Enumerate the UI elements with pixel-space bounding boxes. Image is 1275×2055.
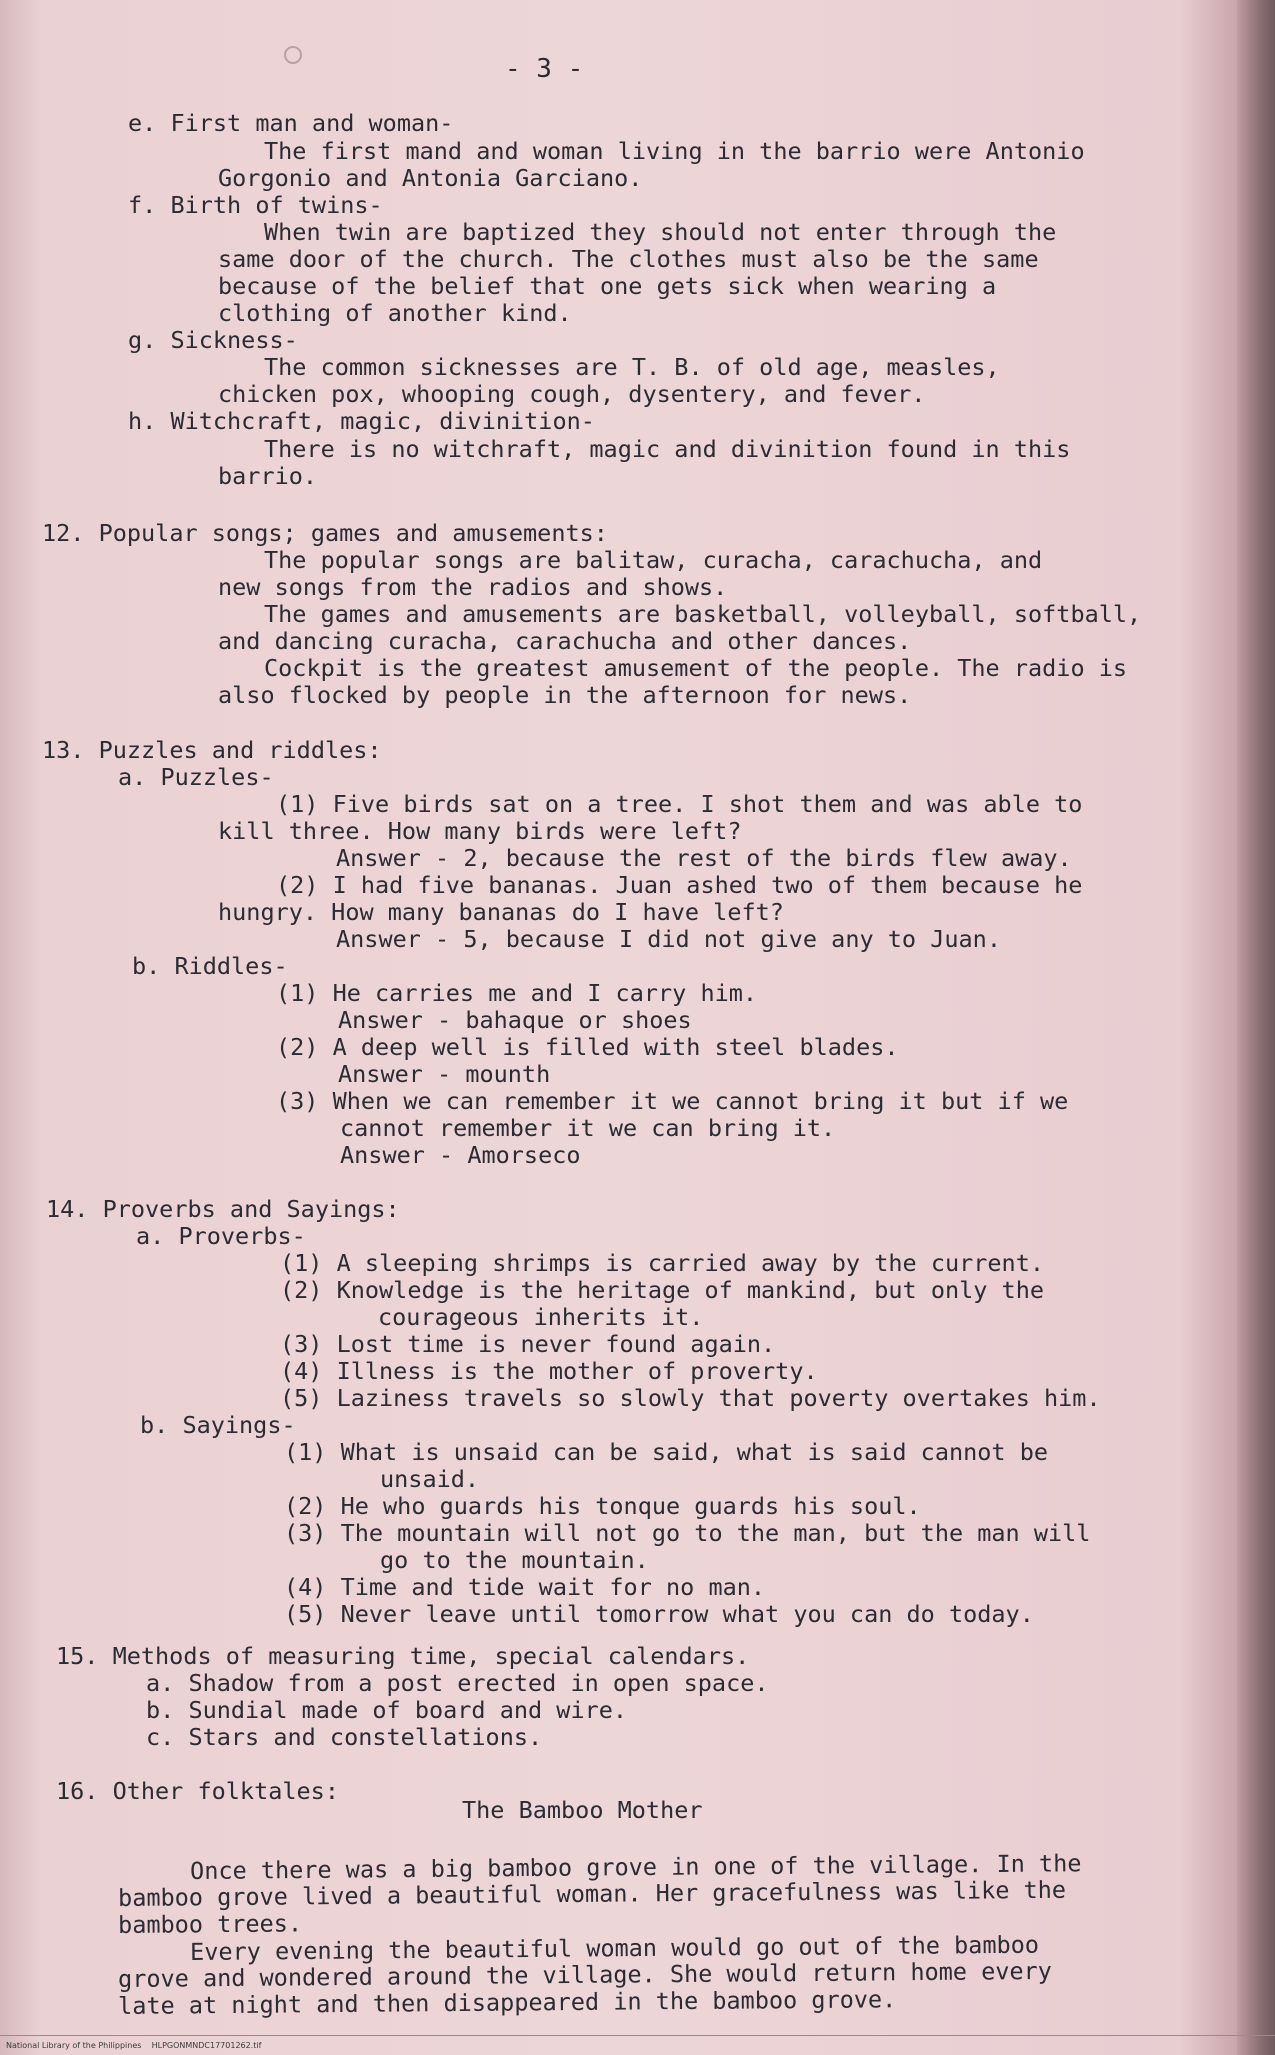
text-line: Cockpit is the greatest amusement of the people. The radio is — [264, 654, 1128, 682]
section-heading: 12. Popular songs; games and amusements: — [42, 519, 608, 547]
text-line: a. Proverbs- — [136, 1222, 306, 1250]
text-line: hungry. How many bananas do I have left? — [218, 898, 784, 926]
book-spine — [1237, 0, 1275, 2055]
text-line: Answer - 2, because the rest of the birds flew away. — [336, 844, 1072, 872]
text-line: (1) A sleeping shrimps is carried away by the current. — [280, 1249, 1045, 1277]
text-line: The games and amusements are basketball, volleyball, softball, — [264, 600, 1142, 628]
text-line: (3) The mountain will not go to the man, but the man will — [284, 1519, 1091, 1547]
text-line: kill three. How many birds were left? — [218, 817, 742, 845]
text-line: (1) Five birds sat on a tree. I shot them and was able to — [276, 790, 1083, 818]
text-line: late at night and then disappeared in the bamboo grove. — [117, 1985, 897, 2020]
text-line: Answer - bahaque or shoes — [338, 1006, 692, 1034]
text-line: (3) Lost time is never found again. — [280, 1330, 776, 1358]
text-line: (1) He carries me and I carry him. — [276, 979, 758, 1007]
text-line: Answer - mounth — [338, 1060, 551, 1088]
text-line: clothing of another kind. — [218, 299, 572, 327]
text-line: cannot remember it we can bring it. — [340, 1114, 836, 1142]
text-line: h. Witchcraft, magic, divinition- — [128, 407, 595, 435]
text-line: Once there was a big bamboo grove in one of the village. In the — [189, 1849, 1082, 1885]
text-line: The first mand and woman living in the barrio were Antonio — [264, 137, 1085, 165]
text-line: unsaid. — [380, 1465, 480, 1493]
scan-footer: National Library of the Philippines HLPGONMNDC17701262.tif — [6, 2041, 262, 2050]
text-line: Gorgonio and Antonia Garciano. — [218, 164, 643, 192]
text-line: (3) When we can remember it we cannot bring it but if we — [276, 1087, 1069, 1115]
text-line: (2) A deep well is filled with steel blades. — [276, 1033, 899, 1061]
text-line: also flocked by people in the afternoon for news. — [218, 681, 912, 709]
text-line: same door of the church. The clothes must also be the same — [218, 245, 1039, 273]
text-line: courageous inherits it. — [378, 1303, 704, 1331]
text-line: When twin are baptized they should not enter through the — [264, 218, 1057, 246]
section-heading: 14. Proverbs and Sayings: — [46, 1195, 400, 1223]
text-line: (1) What is unsaid can be said, what is said cannot be — [284, 1438, 1049, 1466]
text-line: (2) Knowledge is the heritage of mankind, but only the — [280, 1276, 1045, 1304]
text-line: (2) He who guards his tonque guards his soul. — [284, 1492, 921, 1520]
text-line: (2) I had five bananas. Juan ashed two of them because he — [276, 871, 1083, 899]
text-line: a. Shadow from a post erected in open space. — [146, 1669, 769, 1697]
text-line: bamboo grove lived a beautiful woman. Her gracefulness was like the — [117, 1875, 1067, 1912]
text-line: bamboo trees. — [117, 1909, 303, 1939]
text-line: The common sicknesses are T. B. of old age, measles, — [264, 353, 1000, 381]
paper-mark — [284, 46, 302, 64]
text-line: chicken pox, whooping cough, dysentery, and fever. — [218, 380, 926, 408]
section-heading: 15. Methods of measuring time, special calendars. — [56, 1642, 750, 1670]
text-line: c. Stars and constellations. — [146, 1723, 543, 1751]
text-line: grove and wondered around the village. She would return home every — [117, 1956, 1052, 1993]
text-line: go to the mountain. — [380, 1546, 649, 1574]
text-line: new songs from the radios and shows. — [218, 573, 728, 601]
text-line: (5) Laziness travels so slowly that poverty overtakes him. — [280, 1384, 1101, 1412]
text-line: b. Sayings- — [140, 1411, 296, 1439]
section-heading: 13. Puzzles and riddles: — [42, 736, 382, 764]
text-line: (4) Time and tide wait for no man. — [284, 1573, 766, 1601]
text-line: There is no witchraft, magic and divinition found in this — [264, 435, 1071, 463]
text-line: Every evening the beautiful woman would go out of the bamboo — [189, 1930, 1040, 1966]
text-line: (5) Never leave until tomorrow what you can do today. — [284, 1600, 1034, 1628]
text-line: b. Sundial made of board and wire. — [146, 1696, 628, 1724]
text-line: The popular songs are balitaw, curacha, carachucha, and — [264, 546, 1043, 574]
text-line: Answer - Amorseco — [340, 1141, 581, 1169]
text-line: b. Riddles- — [132, 952, 288, 980]
page-number: - 3 - — [505, 54, 584, 84]
text-line: e. First man and woman- — [128, 109, 454, 137]
text-line: g. Sickness- — [128, 326, 298, 354]
story-title: The Bamboo Mother — [462, 1796, 703, 1824]
text-line: a. Puzzles- — [118, 763, 274, 791]
text-line: because of the belief that one gets sick when wearing a — [218, 272, 997, 300]
text-line: Answer - 5, because I did not give any to Juan. — [336, 925, 1001, 953]
text-line: (4) Illness is the mother of proverty. — [280, 1357, 818, 1385]
text-line: barrio. — [218, 462, 318, 490]
footer-rule — [0, 2035, 1275, 2036]
text-line: f. Birth of twins- — [128, 191, 383, 219]
text-line: and dancing curacha, carachucha and other dances. — [218, 627, 912, 655]
section-heading: 16. Other folktales: — [56, 1777, 339, 1805]
